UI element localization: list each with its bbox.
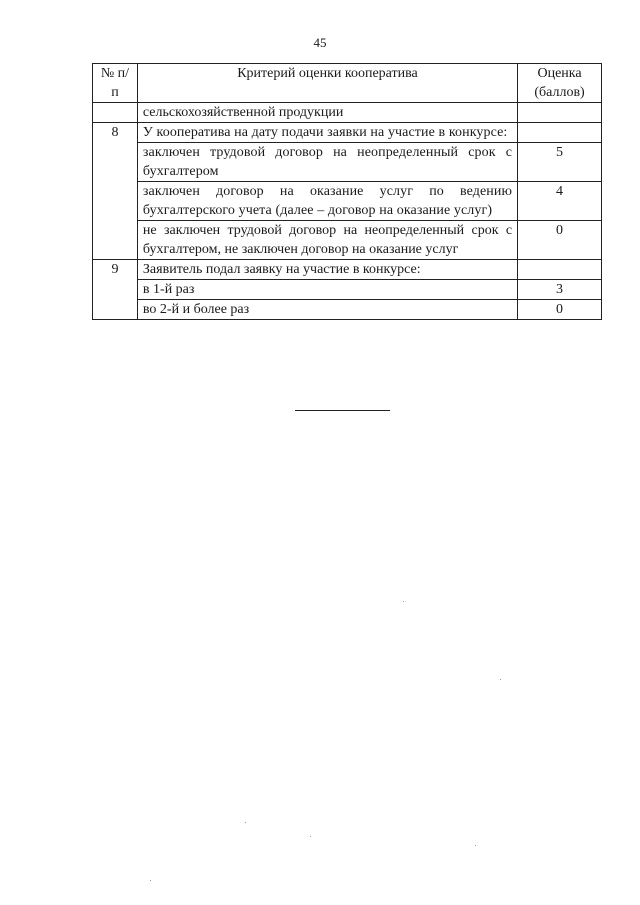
- cell-score-empty: [518, 103, 602, 123]
- table-row-option: [93, 182, 602, 221]
- cell-score-empty: [518, 123, 602, 143]
- table-row-9-heading: [93, 260, 602, 280]
- cell-option-text: заключен трудовой договор на неопределенный срок с бухгалтером: [137, 143, 517, 182]
- scan-speck: [245, 822, 246, 823]
- header-score: Оценка (баллов): [518, 64, 602, 103]
- cell-num-empty: [93, 103, 138, 123]
- scan-speck: [475, 845, 476, 846]
- table-row-option: [93, 221, 602, 260]
- scan-speck: [500, 679, 501, 680]
- scan-speck: [310, 836, 311, 837]
- cell-criterion-heading: У кооператива на дату подачи заявки на участие в конкурсе:: [137, 123, 517, 143]
- cell-num-8: 8: [93, 123, 138, 260]
- table-header-row: [93, 64, 602, 103]
- header-criterion: Критерий оценки кооператива: [137, 64, 517, 103]
- cell-num-9: 9: [93, 260, 138, 320]
- header-num: № п/п: [93, 64, 138, 103]
- end-of-table-rule: [295, 410, 390, 411]
- cell-continuation-text: сельскохозяйственной продукции: [137, 103, 517, 123]
- table-row-option: [93, 143, 602, 182]
- cell-criterion-heading: Заявитель подал заявку на участие в конкурсе:: [137, 260, 517, 280]
- cell-option-text: не заключен трудовой договор на неопределенный срок с бухгалтером, не заключен договор на оказание услуг: [137, 221, 517, 260]
- cell-option-text: заключен договор на оказание услуг по ведению бухгалтерского учета (далее – договор на оказание услуг): [137, 182, 517, 221]
- scan-speck: [403, 601, 404, 602]
- cell-score-empty: [518, 260, 602, 280]
- cell-option-score: 3: [518, 280, 602, 300]
- criteria-table: [92, 63, 602, 320]
- table-row-continuation: [93, 103, 602, 123]
- table-row-8-heading: [93, 123, 602, 143]
- cell-option-score: 4: [518, 182, 602, 221]
- scan-speck: [150, 880, 151, 881]
- cell-option-score: 5: [518, 143, 602, 182]
- cell-option-score: 0: [518, 300, 602, 320]
- table-row-option: [93, 300, 602, 320]
- cell-option-text: во 2-й и более раз: [137, 300, 517, 320]
- cell-option-score: 0: [518, 221, 602, 260]
- page-number: 45: [313, 35, 327, 50]
- table-row-option: [93, 280, 602, 300]
- cell-option-text: в 1-й раз: [137, 280, 517, 300]
